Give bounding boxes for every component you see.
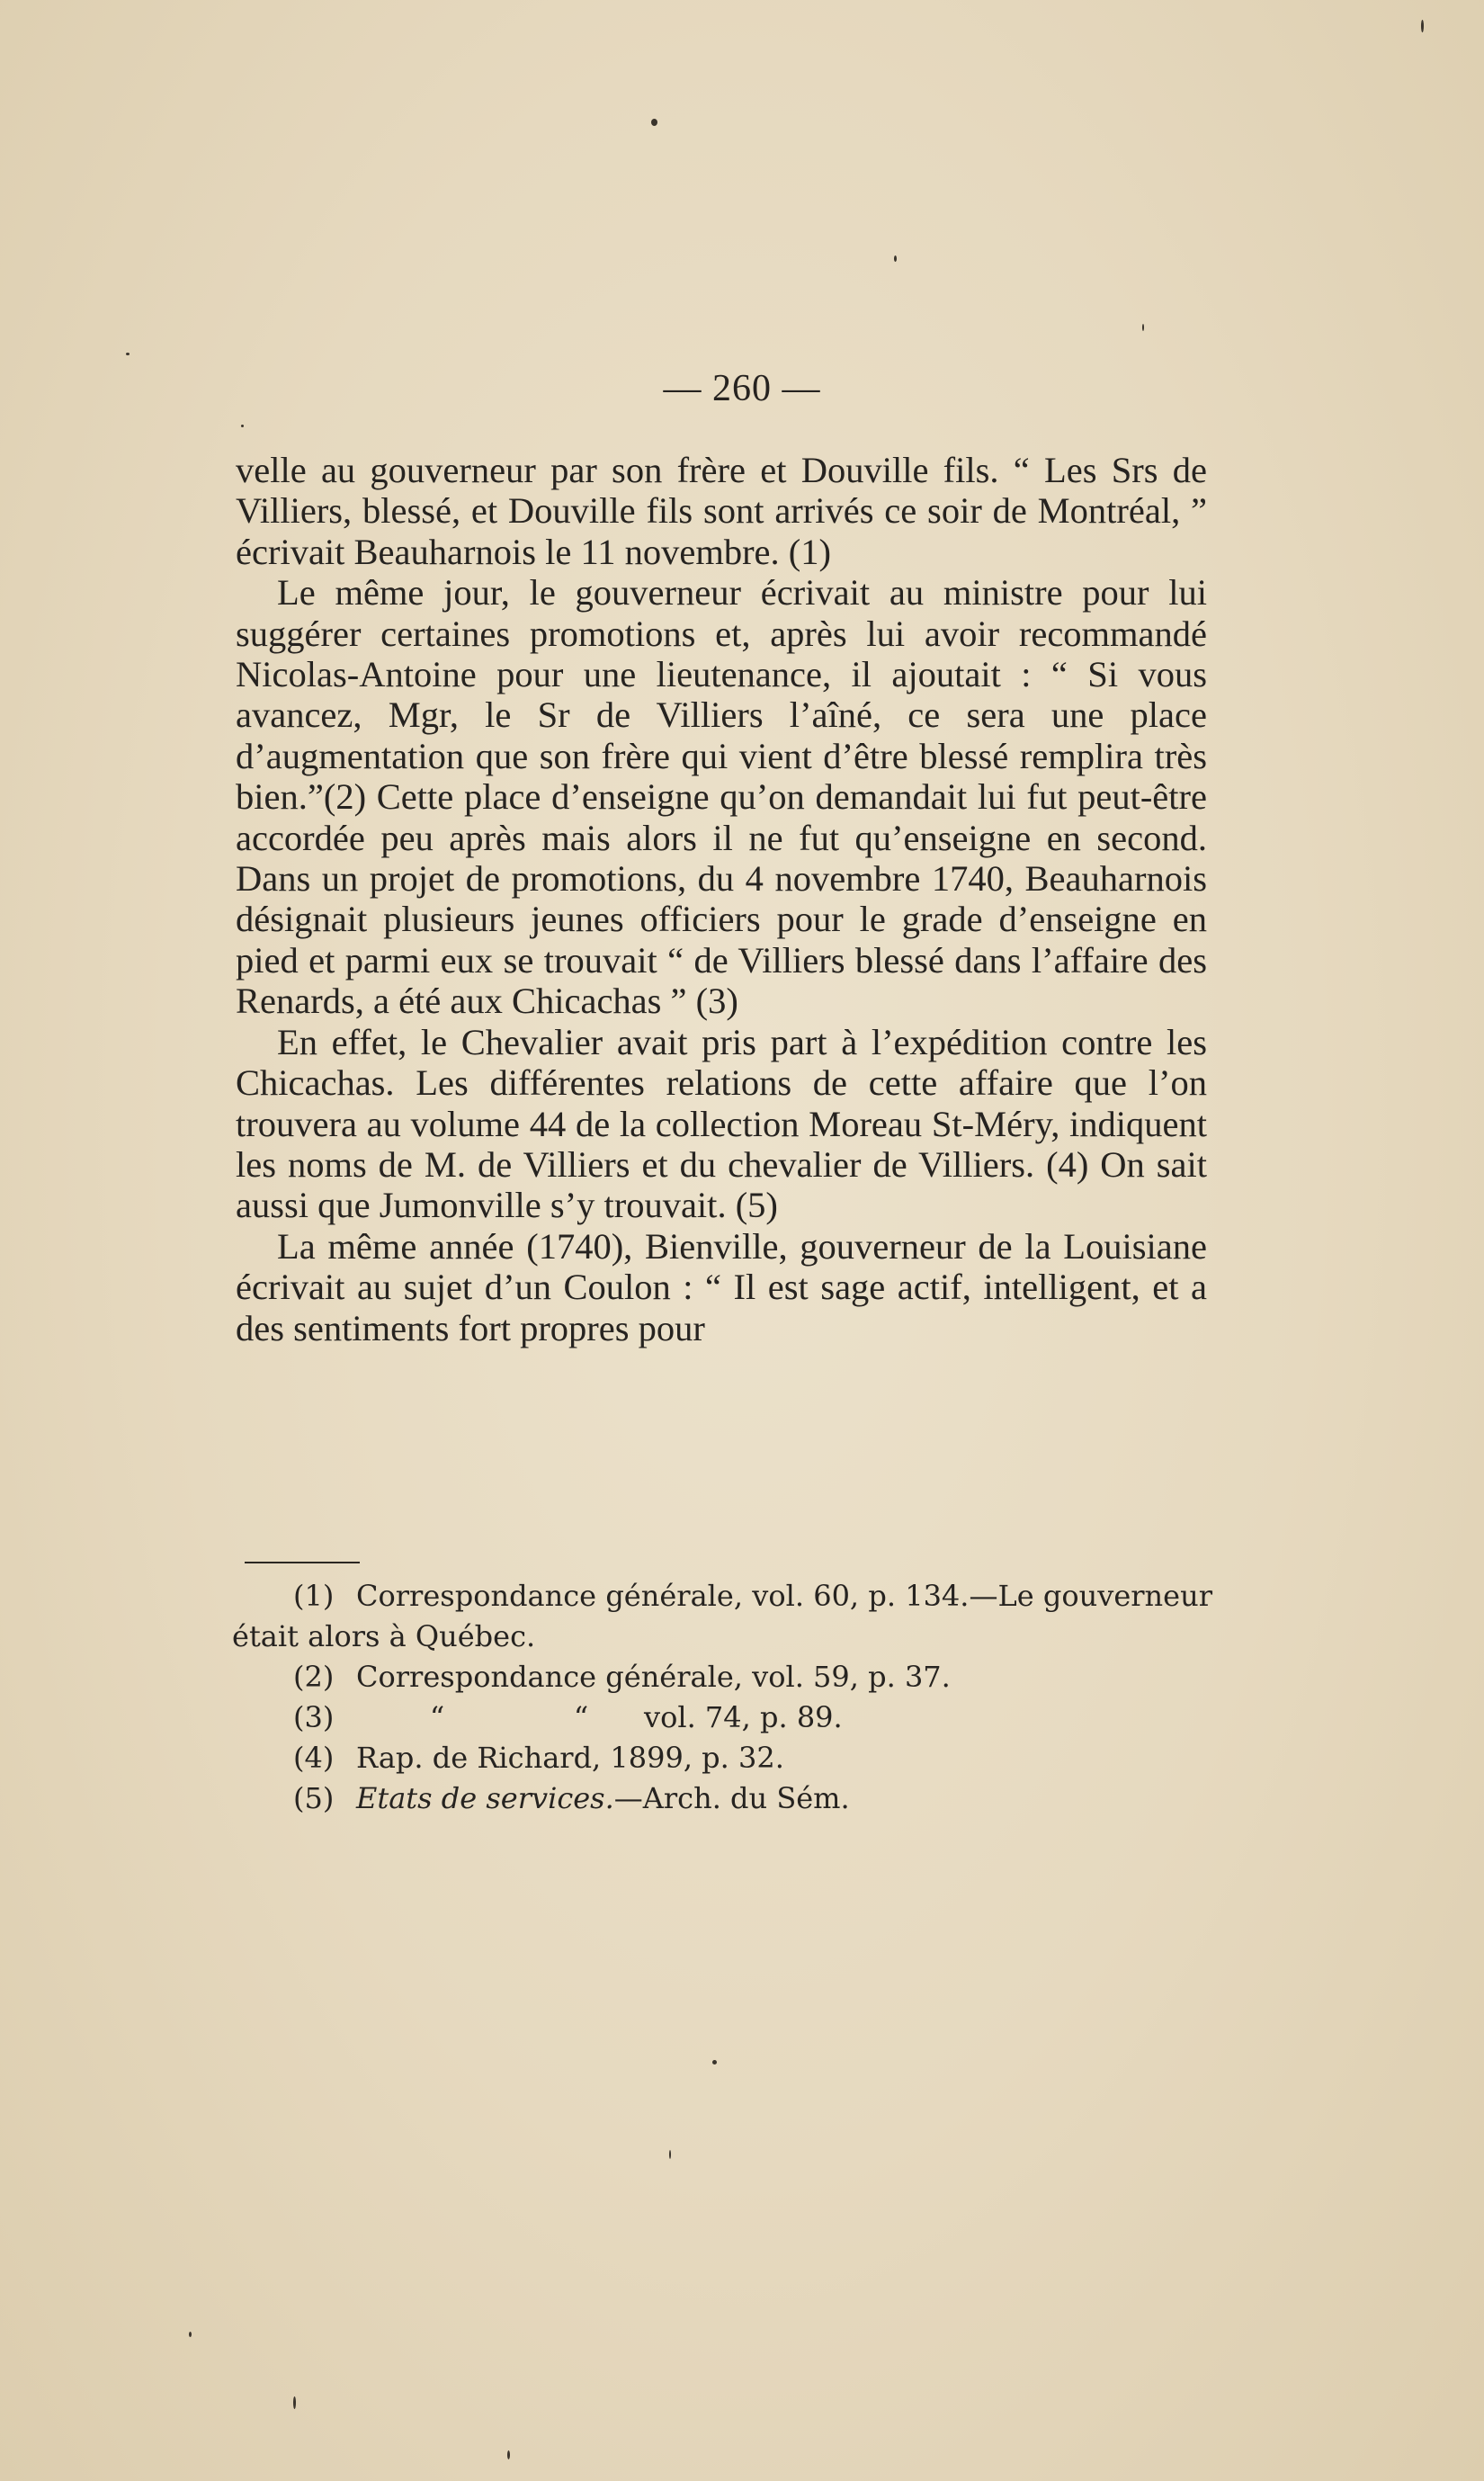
footnote-text: vol. 74, p. 89.	[644, 1700, 843, 1734]
footnote	[232, 1657, 1212, 1697]
footnote-text: —Arch. du Sém.	[613, 1781, 850, 1815]
footnote-separator	[245, 1562, 360, 1563]
footnote-text: Rap. de Richard, 1899, p. 32.	[356, 1741, 784, 1775]
footnote-number: (2)	[293, 1660, 335, 1694]
page-number: — 260 —	[663, 368, 821, 409]
paragraph: La même année (1740), Bienville, gouverneur de la Louisiane écrivait au sujet d’un Coulon : “ Il est sage actif, intelligent, et a des sentiments fort propres pour	[236, 1225, 1207, 1348]
footnote-number: (3)	[293, 1700, 335, 1734]
paragraph: velle au gouverneur par son frère et Douville fils. “ Les Srs de Villiers, blessé, et Douville fils sont arrivés ce soir de Montréal, ” écrivait Beauharnois le 11 novembre. (1)	[236, 450, 1207, 572]
footnote-number: (1)	[293, 1579, 335, 1613]
paper-speck	[669, 2150, 671, 2159]
paper-speck	[189, 2332, 192, 2337]
paper-speck	[712, 2060, 717, 2065]
paragraph: En effet, le Chevalier avait pris part à l’expédition contre les Chicachas. Les différentes relations de cette affaire que l’on trouvera au volume 44 de la collection Moreau St-Méry, indiquent les noms de M. de Villiers et du chevalier de Villiers. (4) On sait aussi que Jumonville s’y trouvait. (5)	[236, 1021, 1207, 1226]
paper-speck	[126, 353, 130, 355]
footnote-italic-text: Etats de services.	[356, 1781, 614, 1815]
footnote	[232, 1576, 1212, 1657]
footnote	[232, 1697, 1212, 1738]
paper-speck	[293, 2396, 296, 2409]
ditto-mark: “	[429, 1700, 445, 1734]
footnote-number: (5)	[293, 1781, 335, 1815]
footnote	[232, 1778, 1212, 1819]
footnote-text: Correspondance générale, vol. 59, p. 37.	[356, 1660, 951, 1694]
paper-speck	[507, 2450, 510, 2459]
paragraph: Le même jour, le gouverneur écrivait au ministre pour lui suggérer certaines promotions et, après lui avoir recommandé Nicolas-Antoine pour une lieutenance, il ajoutait : “ Si vous avancez, Mgr, le Sr de Villiers l’aîné, ce sera une place d’augmentation que son frère qui vient d’être blessé remplira très bien.”(2) Cette place d’enseigne qu’on demandait lui fut peut-être accordée peu après mais alors il ne fut qu’enseigne en second. Dans un projet de promotions, du 4 novembre 1740, Beauharnois désignait plusieurs jeunes officiers pour le grade d’enseigne en pied et parmi eux se trouvait “ de Villiers blessé dans l’affaire des Renards, a été aux Chicachas ” (3)	[236, 572, 1207, 1022]
body-text	[236, 450, 1207, 1348]
paper-speck	[894, 255, 897, 262]
footnote	[232, 1738, 1212, 1778]
footnote-text: Correspondance générale, vol. 60, p. 134.—Le gouverneur était alors à Québec.	[232, 1579, 1212, 1653]
footnote-number: (4)	[293, 1741, 335, 1775]
ditto-mark: “	[573, 1700, 589, 1734]
paper-speck	[1142, 324, 1144, 331]
paper-speck	[1421, 20, 1424, 32]
footnotes	[232, 1576, 1212, 1819]
paper-speck	[241, 425, 244, 427]
paper-speck	[651, 119, 657, 126]
